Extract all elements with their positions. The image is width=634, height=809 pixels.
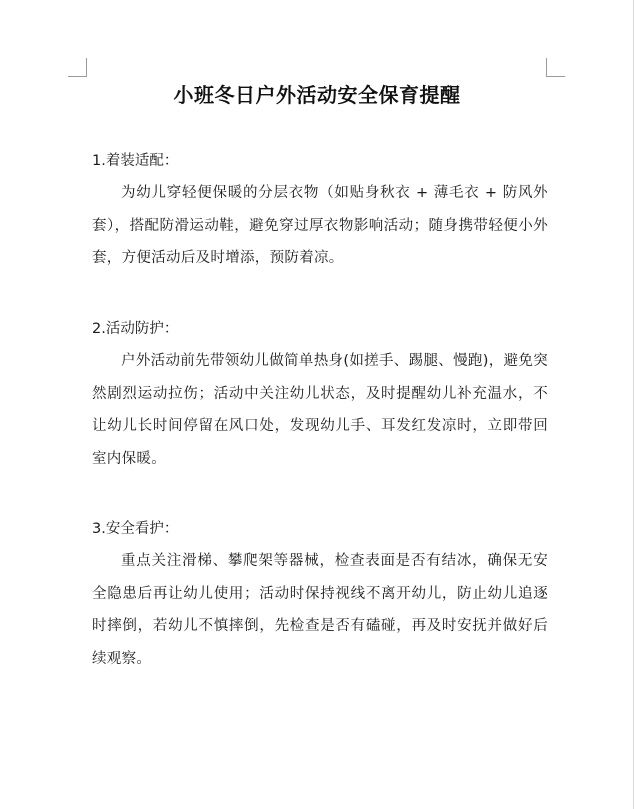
crop-mark-top-right [546, 58, 565, 77]
document-title: 小班冬日户外活动安全保育提醒 [173, 83, 461, 107]
section-body: 为幼儿穿轻便保暖的分层衣物（如贴身秋衣 + 薄毛衣 + 防风外套），搭配防滑运动鞋，避免穿过厚衣物影响活动；随身携带轻便小外套，方便活动后及时增添，预防着凉。 [92, 185, 548, 266]
section-heading: 1.着装适配： [92, 153, 179, 169]
section-activity-protection [92, 319, 548, 475]
section-body: 户外活动前先带领幼儿做简单热身(如搓手、踢腿、慢跑)，避免突然剧烈运动拉伤；活动中关注幼儿状态，及时提醒幼儿补充温水，不让幼儿长时间停留在风口处，发现幼儿手、耳发红发凉时，立即带回室内保暖。 [92, 353, 548, 467]
section-clothing [92, 151, 548, 275]
section-safety-supervision [92, 519, 548, 675]
section-heading: 2.活动防护： [92, 321, 179, 337]
crop-mark-top-left [68, 58, 87, 77]
section-body: 重点关注滑梯、攀爬架等器械，检查表面是否有结冰，确保无安全隐患后再让幼儿使用；活动时保持视线不离开幼儿，防止幼儿追逐时摔倒，若幼儿不慎摔倒，先检查是否有磕碰，再及时安抚并做好后续观察。 [92, 553, 548, 667]
section-heading: 3.安全看护： [92, 521, 179, 537]
